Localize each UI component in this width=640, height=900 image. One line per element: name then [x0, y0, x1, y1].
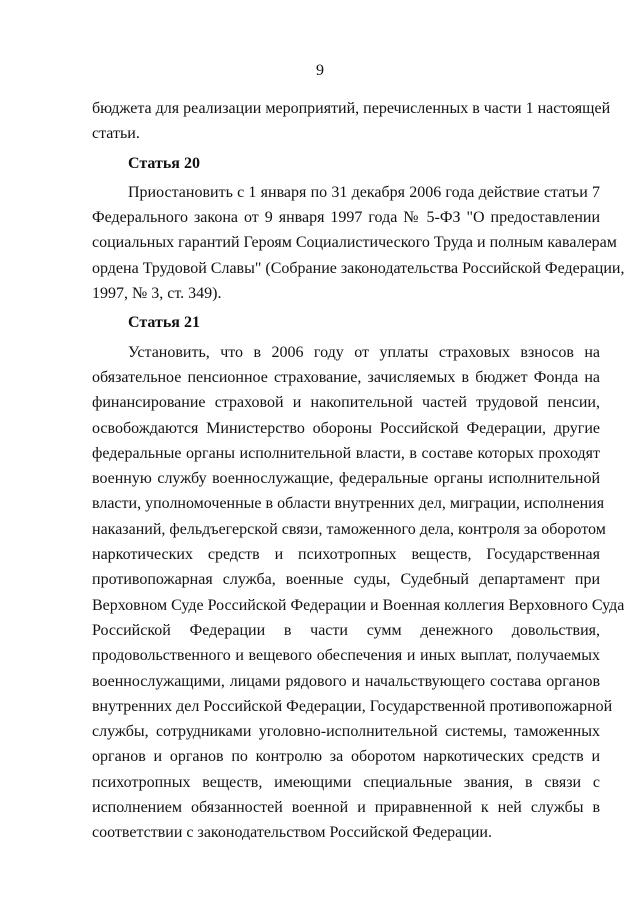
text-line: статьи.	[92, 125, 140, 143]
text-line: Установить, что в 2006 году от уплаты страховых взносов на	[128, 343, 600, 361]
article-20-paragraph	[92, 180, 625, 306]
text-line: Приостановить с 1 января по 31 декабря 2006 года действие статьи 7	[128, 183, 600, 201]
text-line: финансирование страховой и накопительной частей трудовой пенсии,	[92, 394, 600, 412]
text-line: обязательное пенсионное страхование, зачисляемых в бюджет Фонда на	[92, 368, 600, 386]
text-line: власти, уполномоченные в области внутренних дел, миграции, исполнения	[92, 495, 605, 513]
text-line: внутренних дел Российской Федерации, Государственной противопожарной	[92, 697, 613, 715]
article-20-heading: Статья 20	[128, 154, 200, 172]
text-line: наказаний, фельдъегерской связи, таможенного дела, контроля за оборотом	[92, 520, 606, 538]
document-body	[92, 96, 625, 846]
article-21-paragraph	[92, 340, 625, 846]
text-line: освобождаются Министерство обороны Российской Федерации, другие	[92, 419, 600, 437]
text-line: ордена Трудовой Славы" (Собрание законодательства Российской Федерации,	[92, 259, 625, 277]
text-line: 1997, № 3, ст. 349).	[92, 285, 222, 303]
text-line: исполнением обязанностей военной и приравненной к ней службы в	[92, 799, 600, 817]
text-line: психотропных веществ, имеющими специальные звания, в связи с	[92, 773, 600, 791]
text-line: бюджета для реализации мероприятий, перечисленных в части 1 настоящей	[92, 100, 611, 117]
text-line: военную службу военнослужащие, федеральные органы исполнительной	[92, 470, 600, 488]
article-21-heading: Статья 21	[128, 314, 200, 332]
text-line: службы, сотрудниками уголовно-исполнительной системы, таможенных	[92, 723, 600, 741]
text-line: наркотических средств и психотропных веществ, Государственная	[92, 546, 600, 564]
text-line: противопожарная служба, военные суды, Судебный департамент при	[92, 571, 600, 589]
text-line: Федерального закона от 9 января 1997 года № 5-ФЗ "О предоставлении	[92, 209, 600, 227]
text-line: органов и органов по контролю за оборотом наркотических средств и	[92, 748, 600, 766]
text-line: соответствии с законодательством Российской Федерации.	[92, 824, 492, 842]
text-line: военнослужащими, лицами рядового и начальствующего состава органов	[92, 672, 600, 690]
page-number: 9	[316, 62, 324, 79]
intro-paragraph	[92, 96, 611, 147]
text-line: продовольственного и вещевого обеспечения и иных выплат, получаемых	[92, 647, 600, 665]
text-line: федеральные органы исполнительной власти, в составе которых проходят	[92, 444, 600, 462]
text-line: социальных гарантий Героям Социалистического Труда и полным кавалерам	[92, 234, 617, 252]
text-line: Верховном Суде Российской Федерации и Военная коллегия Верховного Суда	[92, 596, 625, 614]
text-line: Российской Федерации в части сумм денежного довольствия,	[92, 621, 600, 639]
